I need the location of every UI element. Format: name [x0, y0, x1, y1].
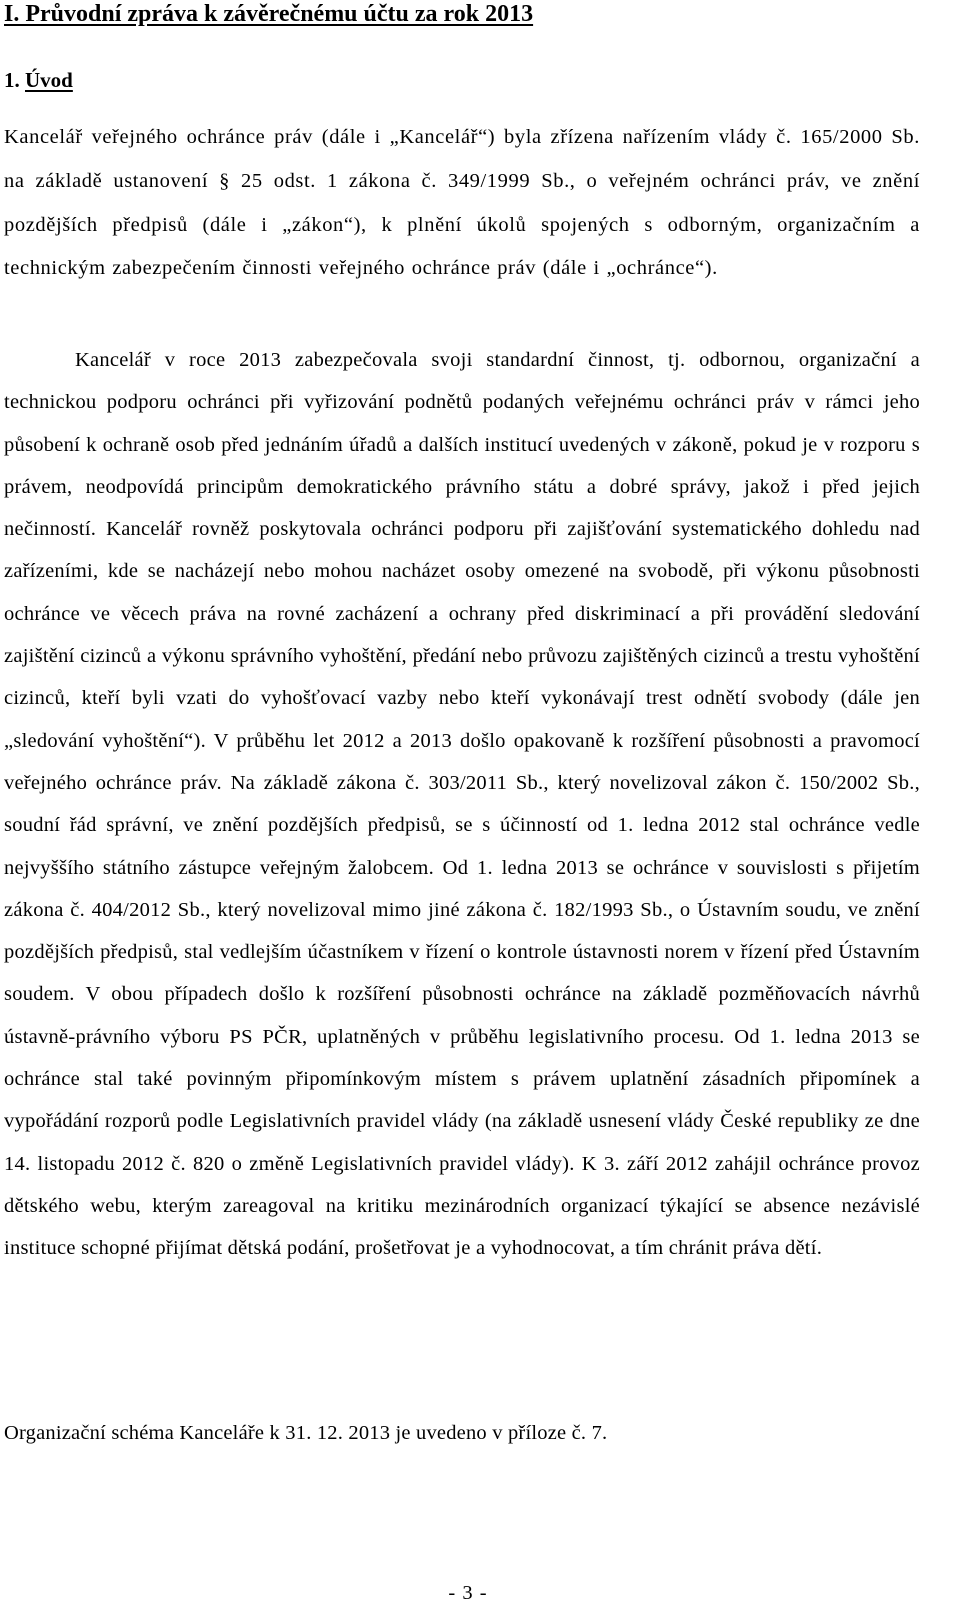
section-number: 1. — [4, 68, 20, 92]
paragraph-intro: Kancelář veřejného ochránce práv (dále i „Kancelář“) byla zřízena nařízením vlády č. 165/2000 Sb. na základě ustanovení § 25 odst. 1 zákona č. 349/1999 Sb., o veřejném ochránci práv, ve znění pozdějších předpisů (dále i „zákon“), k plnění úkolů spojených s odborným, organizačním a technickým zabezpečením činnosti veřejného ochránce práv (dále i „ochránce“). — [4, 126, 920, 280]
section-title: Úvod — [25, 68, 73, 92]
document-title: I. Průvodní zpráva k závěrečnému účtu za rok 2013 — [4, 1, 534, 27]
paragraph-activities: Kancelář v roce 2013 zabezpečovala svoji standardní činnost, tj. odbornou, organizační a technickou podporu ochránci při vyřizování podnětů podaných veřejnému ochránci práv v rámci jeho působení k ochraně osob před jednáním úřadů a dalších institucí uvedených v zákoně, pokud je v rozporu s právem, neodpovídá principům demokratického právního státu a dobré správy, jakož i před jejich nečinností. Kancelář rovněž poskytovala ochránci podporu při zajišťování systematického dohledu nad zařízeními, kde se nacházejí nebo mohou nacházet osoby omezené na svobodě, při výkonu působnosti ochránce ve věcech práva na rovné zacházení a ochrany před diskriminací a při provádění sledování zajištění cizinců a výkonu správního vyhoštění, předání nebo průvozu zajištěných cizinců a trestu vyhoštění cizinců, kteří byli vzati do vyhošťovací vazby nebo kteří vykonávají trest odnětí svobody (dále jen „sledování vyhoštění“). V průběhu let 2012 a 2013 došlo opakovaně k rozšíření působnosti a pravomocí veřejného ochránce práv. Na základě zákona č. 303/2011 Sb., který novelizoval zákon č. 150/2002 Sb., soudní řád správní, ve znění pozdějších předpisů, se s účinností od 1. ledna 2012 stal ochránce vedle nejvyššího státního zástupce veřejným žalobcem. Od 1. ledna 2013 se ochránce v souvislosti s přijetím zákona č. 404/2012 Sb., který novelizoval mimo jiné zákona č. 182/1993 Sb., o Ústavním soudu, ve znění pozdějších předpisů, stal vedlejším účastníkem v řízení o kontrole ústavnosti norem v řízení před Ústavním soudem. V obou případech došlo k rozšíření působnosti ochránce na základě pozměňovacích návrhů ústavně-právního výboru PS PČR, uplatněných v průběhu legislativního procesu. Od 1. ledna 2013 se ochránce stal také povinným připomínkovým místem s právem uplatnění zásadních připomínek a vypořádání rozporů podle Legislativních pravidel vlády (na základě usnesení vlády České republiky ze dne 14. listopadu 2012 č. 820 o změně Legislativních pravidel vlády). K 3. září 2012 zahájil ochránce provoz dětského webu, kterým zareagoval na kritiku mezinárodních organizací týkající se absence nezávislé instituce schopné přijímat dětská podání, prošetřovat je a vyhodnocovat, a tím chránit práva dětí. — [4, 349, 920, 1260]
page-number: - 3 - — [448, 1582, 488, 1604]
paragraph-org-chart-note: Organizační schéma Kanceláře k 31. 12. 2013 je uvedeno v příloze č. 7. — [4, 1422, 608, 1444]
section-heading — [4, 67, 73, 93]
